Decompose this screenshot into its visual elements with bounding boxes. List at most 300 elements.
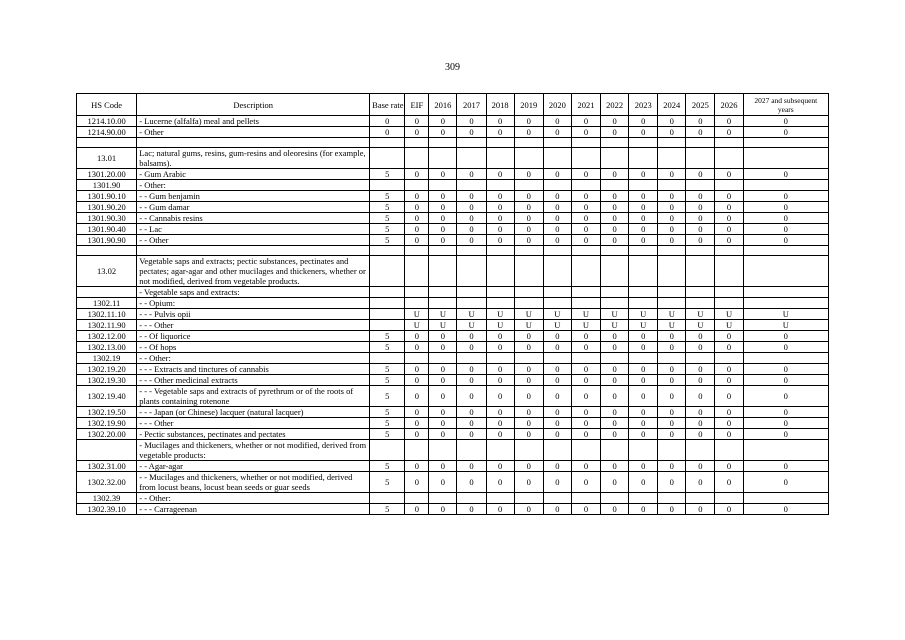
rate-cell: 0 <box>686 235 715 246</box>
rate-cell: 0 <box>429 504 457 515</box>
hs-code-cell: 13.01 <box>77 148 137 169</box>
rate-cell: 0 <box>743 331 828 342</box>
rate-cell: 0 <box>543 235 571 246</box>
page-number: 309 <box>445 62 460 73</box>
rate-cell: 0 <box>429 235 457 246</box>
blank-cell <box>629 138 658 148</box>
rate-cell: 0 <box>457 472 486 493</box>
rate-cell: 0 <box>543 191 571 202</box>
hs-code-cell: 1302.31.00 <box>77 461 137 472</box>
table-row <box>77 127 829 138</box>
rate-cell: 0 <box>457 127 486 138</box>
rate-cell: 0 <box>743 364 828 375</box>
rate-cell <box>686 493 715 504</box>
header-2024: 2024 <box>658 94 686 116</box>
rate-cell <box>686 298 715 309</box>
blank-cell <box>514 246 543 256</box>
rate-cell: 0 <box>571 224 600 235</box>
description-cell: - - Other: <box>137 493 370 504</box>
blank-cell <box>543 246 571 256</box>
rate-cell: 0 <box>743 386 828 407</box>
blank-cell <box>715 138 743 148</box>
rate-cell: U <box>457 309 486 320</box>
blank-cell <box>77 138 137 148</box>
rate-cell: 0 <box>405 407 429 418</box>
table-row <box>77 342 829 353</box>
rate-cell <box>743 353 828 364</box>
rate-cell <box>658 440 686 461</box>
blank-cell <box>601 138 629 148</box>
rate-cell: 0 <box>514 472 543 493</box>
rate-cell: 0 <box>743 127 828 138</box>
table-row <box>77 235 829 246</box>
rate-cell <box>658 493 686 504</box>
rate-cell <box>658 353 686 364</box>
rate-cell <box>514 493 543 504</box>
header-2026: 2026 <box>715 94 743 116</box>
rate-cell <box>514 256 543 287</box>
description-cell: - Pectic substances, pectinates and pectates <box>137 429 370 440</box>
rate-cell: 0 <box>405 235 429 246</box>
blank-cell <box>571 138 600 148</box>
rate-cell: 0 <box>686 429 715 440</box>
rate-cell: 0 <box>486 235 514 246</box>
base-rate-cell: 5 <box>370 169 405 180</box>
base-rate-cell: 5 <box>370 364 405 375</box>
rate-cell: 0 <box>405 504 429 515</box>
rate-cell <box>715 493 743 504</box>
table-row <box>77 202 829 213</box>
table-row <box>77 298 829 309</box>
rate-cell <box>571 353 600 364</box>
rate-cell <box>514 298 543 309</box>
rate-cell: 0 <box>543 169 571 180</box>
rate-cell: 0 <box>405 418 429 429</box>
rate-cell <box>715 440 743 461</box>
rate-cell: 0 <box>715 116 743 127</box>
rate-cell: 0 <box>429 375 457 386</box>
table-row <box>77 213 829 224</box>
table-row <box>77 504 829 515</box>
description-cell: - - Of liquorice <box>137 331 370 342</box>
rate-cell <box>429 180 457 191</box>
base-rate-cell <box>370 298 405 309</box>
rate-cell <box>571 493 600 504</box>
rate-cell: 0 <box>629 342 658 353</box>
table-row <box>77 429 829 440</box>
header-2022: 2022 <box>601 94 629 116</box>
description-cell: - - Of hops <box>137 342 370 353</box>
rate-cell: 0 <box>658 461 686 472</box>
blank-cell <box>514 138 543 148</box>
header-2020: 2020 <box>543 94 571 116</box>
rate-cell: 0 <box>686 407 715 418</box>
rate-cell: 0 <box>658 127 686 138</box>
rate-cell <box>601 148 629 169</box>
rate-cell: 0 <box>571 418 600 429</box>
rate-cell: 0 <box>715 504 743 515</box>
rate-cell: U <box>658 309 686 320</box>
rate-cell <box>743 287 828 298</box>
rate-cell: 0 <box>543 127 571 138</box>
rate-cell: 0 <box>629 407 658 418</box>
hs-code-cell: 1302.11.10 <box>77 309 137 320</box>
description-cell: Vegetable saps and extracts; pectic substances, pectinates and pectates; agar-agar and other mucilages and thickeners, whether or not modified, derived from vegetable products. <box>137 256 370 287</box>
rate-cell: 0 <box>543 375 571 386</box>
rate-cell: 0 <box>457 224 486 235</box>
rate-cell: 0 <box>514 342 543 353</box>
rate-cell: 0 <box>686 386 715 407</box>
rate-cell: 0 <box>405 202 429 213</box>
table-row <box>77 116 829 127</box>
description-cell: - - - Carrageenan <box>137 504 370 515</box>
base-rate-cell: 0 <box>370 116 405 127</box>
base-rate-cell: 5 <box>370 342 405 353</box>
base-rate-cell: 0 <box>370 127 405 138</box>
rate-cell: 0 <box>601 375 629 386</box>
rate-cell: 0 <box>601 224 629 235</box>
description-cell: - - - Vegetable saps and extracts of pyrethrum or of the roots of plants containing rotenone <box>137 386 370 407</box>
rate-cell: 0 <box>486 213 514 224</box>
rate-cell <box>514 148 543 169</box>
rate-cell <box>715 148 743 169</box>
rate-cell <box>543 256 571 287</box>
rate-cell: 0 <box>571 331 600 342</box>
header-2027-subsequent: 2027 and subsequent years <box>743 94 828 116</box>
rate-cell <box>486 287 514 298</box>
rate-cell: 0 <box>486 386 514 407</box>
rate-cell: 0 <box>601 202 629 213</box>
rate-cell: 0 <box>743 169 828 180</box>
rate-cell: 0 <box>429 191 457 202</box>
description-cell: - - - Pulvis opii <box>137 309 370 320</box>
rate-cell <box>429 148 457 169</box>
rate-cell: 0 <box>571 342 600 353</box>
rate-cell <box>429 440 457 461</box>
rate-cell: 0 <box>429 429 457 440</box>
rate-cell: 0 <box>405 191 429 202</box>
rate-cell: 0 <box>457 386 486 407</box>
rate-cell: U <box>571 320 600 331</box>
header-base-rate: Base rate <box>370 94 405 116</box>
rate-cell: 0 <box>457 407 486 418</box>
hs-code-cell <box>77 440 137 461</box>
base-rate-cell <box>370 309 405 320</box>
rate-cell: 0 <box>543 429 571 440</box>
rate-cell: 0 <box>686 127 715 138</box>
rate-cell: U <box>658 320 686 331</box>
rate-cell: 0 <box>658 191 686 202</box>
rate-cell <box>571 256 600 287</box>
rate-cell <box>601 440 629 461</box>
hs-code-cell: 1302.32.00 <box>77 472 137 493</box>
rate-cell: 0 <box>514 461 543 472</box>
rate-cell: 0 <box>514 116 543 127</box>
blank-cell <box>405 138 429 148</box>
rate-cell <box>405 440 429 461</box>
rate-cell: 0 <box>715 213 743 224</box>
rate-cell: 0 <box>571 191 600 202</box>
header-description: Description <box>137 94 370 116</box>
table-row <box>77 224 829 235</box>
rate-cell: 0 <box>457 331 486 342</box>
rate-cell <box>543 287 571 298</box>
rate-cell <box>514 180 543 191</box>
rate-cell: 0 <box>457 364 486 375</box>
rate-cell: 0 <box>543 331 571 342</box>
rate-cell <box>629 298 658 309</box>
rate-cell: 0 <box>405 375 429 386</box>
base-rate-cell: 5 <box>370 472 405 493</box>
description-cell: - Other: <box>137 180 370 191</box>
base-rate-cell <box>370 256 405 287</box>
rate-cell: 0 <box>658 375 686 386</box>
description-cell: - Mucilages and thickeners, whether or not modified, derived from vegetable products: <box>137 440 370 461</box>
rate-cell: 0 <box>715 418 743 429</box>
rate-cell: 0 <box>543 202 571 213</box>
rate-cell <box>429 298 457 309</box>
hs-code-cell: 1302.11 <box>77 298 137 309</box>
rate-cell: 0 <box>405 127 429 138</box>
table-row <box>77 364 829 375</box>
rate-cell <box>405 298 429 309</box>
rate-cell: 0 <box>658 364 686 375</box>
blank-cell <box>77 246 137 256</box>
rate-cell: 0 <box>601 429 629 440</box>
rate-cell <box>486 256 514 287</box>
rate-cell <box>405 148 429 169</box>
rate-cell <box>715 180 743 191</box>
rate-cell <box>571 148 600 169</box>
rate-cell: 0 <box>629 429 658 440</box>
blank-cell <box>429 138 457 148</box>
rate-cell: U <box>715 309 743 320</box>
rate-cell: 0 <box>457 169 486 180</box>
rate-cell: 0 <box>457 191 486 202</box>
base-rate-cell <box>370 180 405 191</box>
rate-cell: 0 <box>571 504 600 515</box>
rate-cell: 0 <box>486 375 514 386</box>
rate-cell: 0 <box>658 407 686 418</box>
blank-cell <box>571 246 600 256</box>
rate-cell: 0 <box>658 169 686 180</box>
rate-cell: 0 <box>743 116 828 127</box>
rate-cell: 0 <box>715 342 743 353</box>
rate-cell: 0 <box>514 127 543 138</box>
rate-cell: U <box>743 309 828 320</box>
hs-code-cell: 1302.19.50 <box>77 407 137 418</box>
rate-cell: 0 <box>686 116 715 127</box>
rate-cell <box>658 287 686 298</box>
rate-cell <box>543 493 571 504</box>
rate-cell <box>686 353 715 364</box>
rate-cell <box>457 493 486 504</box>
rate-cell: 0 <box>743 472 828 493</box>
rate-cell: 0 <box>405 331 429 342</box>
rate-cell: 0 <box>514 386 543 407</box>
rate-cell <box>743 298 828 309</box>
rate-cell: 0 <box>405 342 429 353</box>
rate-cell <box>543 440 571 461</box>
rate-cell: 0 <box>686 331 715 342</box>
rate-cell <box>405 353 429 364</box>
rate-cell: U <box>543 320 571 331</box>
rate-cell <box>629 256 658 287</box>
rate-cell: 0 <box>486 202 514 213</box>
rate-cell: 0 <box>629 224 658 235</box>
rate-cell: 0 <box>601 127 629 138</box>
rate-cell: 0 <box>543 213 571 224</box>
rate-cell: 0 <box>629 213 658 224</box>
rate-cell: 0 <box>514 375 543 386</box>
table-row <box>77 418 829 429</box>
rate-cell: 0 <box>715 375 743 386</box>
rate-cell: U <box>486 309 514 320</box>
header-2025: 2025 <box>686 94 715 116</box>
rate-cell <box>715 256 743 287</box>
rate-cell <box>629 493 658 504</box>
rate-cell: 0 <box>686 202 715 213</box>
rate-cell: 0 <box>743 429 828 440</box>
rate-cell: 0 <box>543 418 571 429</box>
rate-cell: 0 <box>629 418 658 429</box>
rate-cell: 0 <box>686 504 715 515</box>
rate-cell: U <box>571 309 600 320</box>
base-rate-cell <box>370 320 405 331</box>
table-row <box>77 320 829 331</box>
rate-cell: 0 <box>601 191 629 202</box>
rate-cell <box>405 256 429 287</box>
rate-cell: 0 <box>571 169 600 180</box>
rate-cell <box>601 287 629 298</box>
rate-cell <box>743 148 828 169</box>
rate-cell <box>629 287 658 298</box>
rate-cell: 0 <box>514 191 543 202</box>
base-rate-cell <box>370 353 405 364</box>
rate-cell: 0 <box>658 224 686 235</box>
hs-code-cell: 1214.10.00 <box>77 116 137 127</box>
hs-code-cell: 1302.19.90 <box>77 418 137 429</box>
rate-cell: U <box>514 309 543 320</box>
table-row <box>77 148 829 169</box>
rate-cell <box>457 180 486 191</box>
rate-cell: 0 <box>629 386 658 407</box>
rate-cell: 0 <box>629 375 658 386</box>
rate-cell <box>571 298 600 309</box>
rate-cell: 0 <box>715 127 743 138</box>
rate-cell: 0 <box>486 429 514 440</box>
rate-cell: 0 <box>571 213 600 224</box>
rate-cell: 0 <box>457 418 486 429</box>
rate-cell: 0 <box>743 235 828 246</box>
rate-cell: 0 <box>514 364 543 375</box>
rate-cell: 0 <box>571 364 600 375</box>
rate-cell <box>457 256 486 287</box>
rate-cell: U <box>429 309 457 320</box>
rate-cell: 0 <box>686 418 715 429</box>
blank-cell <box>743 138 828 148</box>
rate-cell: 0 <box>601 342 629 353</box>
rate-cell: 0 <box>514 213 543 224</box>
table-row <box>77 331 829 342</box>
rate-cell: 0 <box>629 331 658 342</box>
table-row <box>77 246 829 256</box>
blank-cell <box>370 246 405 256</box>
rate-cell <box>629 440 658 461</box>
blank-cell <box>137 138 370 148</box>
hs-code-cell: 1302.13.00 <box>77 342 137 353</box>
rate-cell: 0 <box>715 202 743 213</box>
hs-code-cell: 1302.20.00 <box>77 429 137 440</box>
rate-cell: 0 <box>405 429 429 440</box>
table-row <box>77 461 829 472</box>
rate-cell: 0 <box>405 472 429 493</box>
rate-cell: 0 <box>715 191 743 202</box>
description-cell: Lac; natural gums, resins, gum-resins and oleoresins (for example, balsams). <box>137 148 370 169</box>
table-row <box>77 407 829 418</box>
rate-cell: 0 <box>571 472 600 493</box>
rate-cell: 0 <box>629 472 658 493</box>
rate-cell: 0 <box>743 375 828 386</box>
rate-cell <box>457 298 486 309</box>
rate-cell: 0 <box>486 461 514 472</box>
rate-cell: 0 <box>686 472 715 493</box>
rate-cell: 0 <box>457 202 486 213</box>
rate-cell: 0 <box>457 116 486 127</box>
description-cell: - Lucerne (alfalfa) meal and pellets <box>137 116 370 127</box>
header-2023: 2023 <box>629 94 658 116</box>
header-2017: 2017 <box>457 94 486 116</box>
blank-cell <box>743 246 828 256</box>
rate-cell: 0 <box>629 364 658 375</box>
rate-cell <box>601 256 629 287</box>
rate-cell <box>686 440 715 461</box>
table-row <box>77 309 829 320</box>
blank-cell <box>658 246 686 256</box>
rate-cell: 0 <box>601 504 629 515</box>
table-row <box>77 169 829 180</box>
rate-cell <box>486 353 514 364</box>
description-cell: - Vegetable saps and extracts: <box>137 287 370 298</box>
rate-cell: 0 <box>715 461 743 472</box>
rate-cell: 0 <box>405 224 429 235</box>
rate-cell <box>686 180 715 191</box>
rate-cell: 0 <box>629 461 658 472</box>
rate-cell: U <box>405 309 429 320</box>
rate-cell: 0 <box>715 331 743 342</box>
rate-cell <box>429 493 457 504</box>
rate-cell: 0 <box>686 461 715 472</box>
base-rate-cell: 5 <box>370 418 405 429</box>
hs-code-cell <box>77 287 137 298</box>
base-rate-cell: 5 <box>370 504 405 515</box>
rate-cell: 0 <box>543 386 571 407</box>
rate-cell: 0 <box>743 407 828 418</box>
rate-cell: 0 <box>486 127 514 138</box>
rate-cell <box>405 180 429 191</box>
rate-cell <box>601 298 629 309</box>
rate-cell <box>457 440 486 461</box>
rate-cell: 0 <box>601 116 629 127</box>
rate-cell: 0 <box>601 418 629 429</box>
description-cell: - - Lac <box>137 224 370 235</box>
rate-cell: 0 <box>571 202 600 213</box>
description-cell: - - - Japan (or Chinese) lacquer (natural lacquer) <box>137 407 370 418</box>
rate-cell <box>686 287 715 298</box>
rate-cell: 0 <box>743 461 828 472</box>
rate-cell: U <box>543 309 571 320</box>
rate-cell <box>486 148 514 169</box>
